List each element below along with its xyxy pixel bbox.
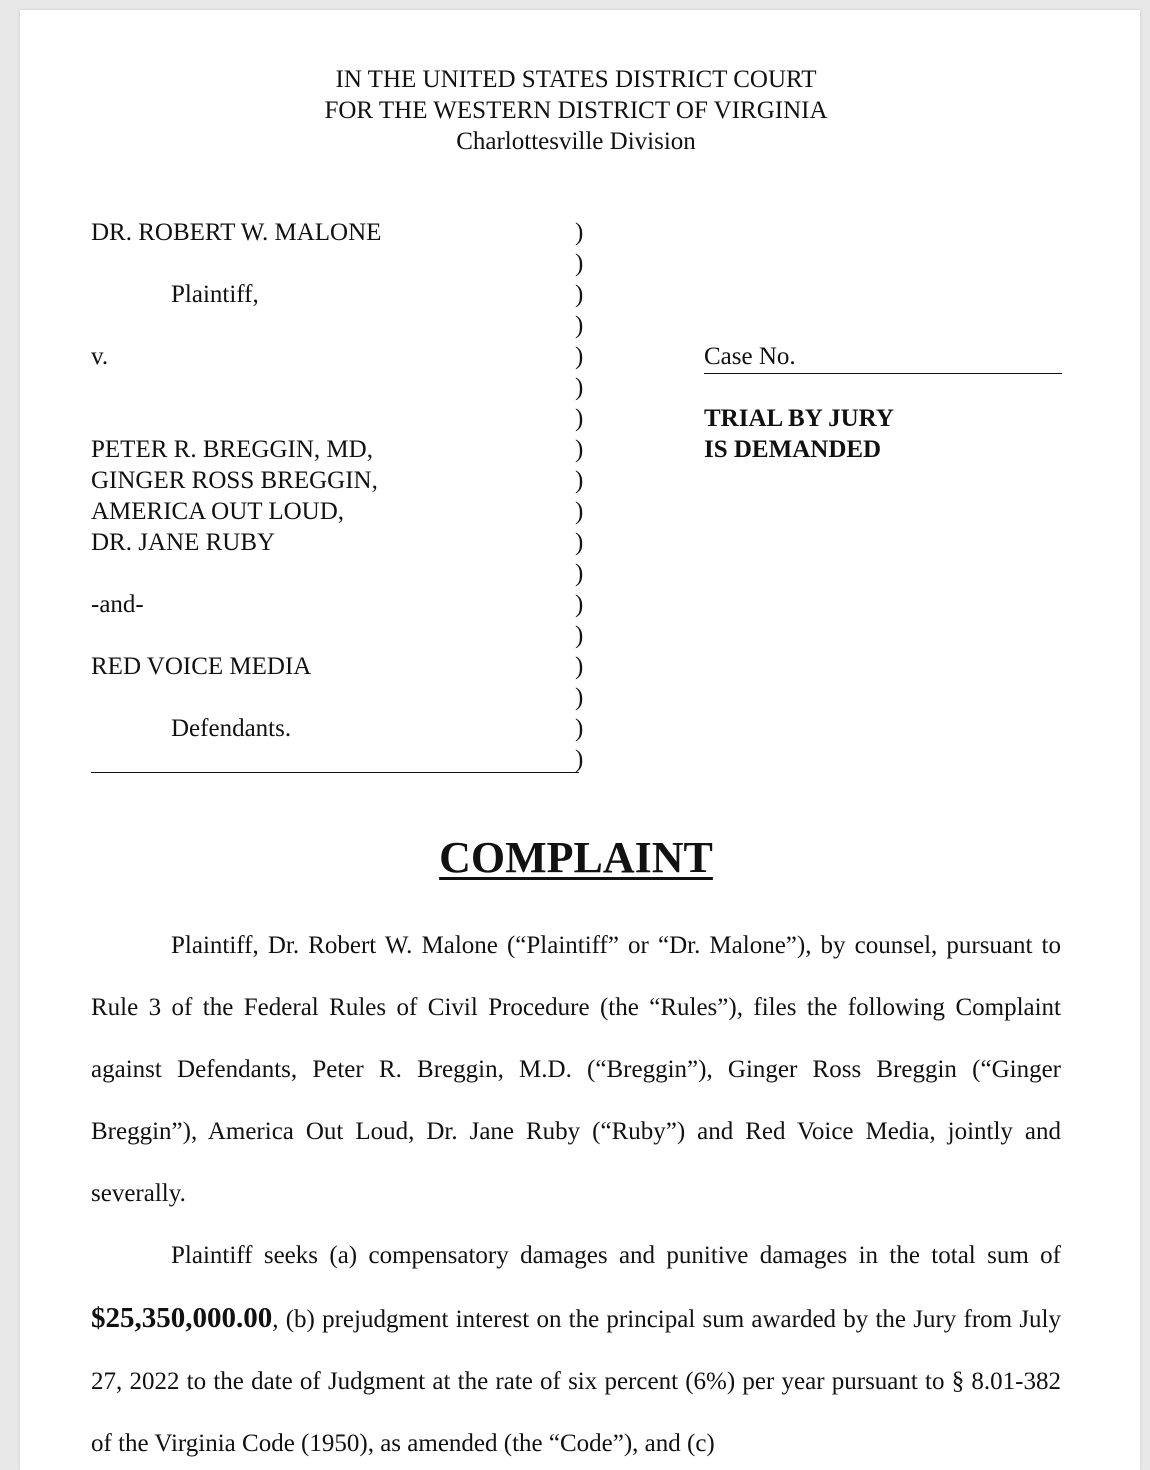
caption-paren: ) [575, 746, 584, 773]
paragraph: Plaintiff seeks (a) compensatory damages and punitive damages in the total sum of $25,350,000.00, (b) prejudgment interest on the principal sum awarded by the Jury from July 27, 2022 to the date of Judgment at the rate of six percent (6%) per year pursuant to § 8.01-382 of the Virginia Code (1950), as amended (the “Code”), and (c) [91, 1242, 1061, 1457]
caption-paren: ) [575, 250, 584, 277]
jury-demand-line2: IS DEMANDED [704, 436, 882, 463]
case-number-field [704, 341, 1062, 374]
caption-paren: ) [575, 529, 584, 556]
plaintiff-label: Plaintiff, [171, 281, 259, 308]
defendant-name: AMERICA OUT LOUD, [91, 498, 345, 525]
court-header [20, 64, 1132, 157]
and-label: -and- [91, 591, 144, 618]
caption-parentheses [575, 217, 583, 775]
defendant-name: GINGER ROSS BREGGIN, [91, 467, 378, 494]
document-page [20, 10, 1140, 1470]
caption-paren: ) [575, 467, 584, 494]
case-caption [91, 217, 381, 744]
caption-paren: ) [575, 560, 584, 587]
caption-paren: ) [575, 374, 584, 401]
case-number-label: Case No. [704, 343, 796, 370]
jury-demand [704, 403, 894, 465]
caption-paren: ) [575, 653, 584, 680]
caption-paren: ) [575, 219, 584, 246]
versus-label: v. [91, 343, 109, 370]
caption-paren: ) [575, 684, 584, 711]
caption-paren: ) [575, 312, 584, 339]
caption-paren: ) [575, 622, 584, 649]
caption-paren: ) [575, 715, 584, 742]
caption-paren: ) [575, 498, 584, 525]
document-title: COMPLAINT [439, 833, 713, 882]
defendant-name: DR. JANE RUBY [91, 529, 276, 556]
jury-demand-line1: TRIAL BY JURY [704, 405, 894, 432]
caption-paren: ) [575, 405, 584, 432]
caption-rule [91, 772, 579, 773]
court-name-line2: FOR THE WESTERN DISTRICT OF VIRGINIA [324, 97, 828, 124]
complaint-body [91, 915, 1061, 1470]
caption-paren: ) [575, 436, 584, 463]
damages-amount: $25,350,000.00 [91, 1302, 273, 1334]
caption-paren: ) [575, 343, 584, 370]
caption-paren: ) [575, 281, 584, 308]
defendant-name: PETER R. BREGGIN, MD, [91, 436, 373, 463]
caption-paren: ) [575, 591, 584, 618]
plaintiff-name: DR. ROBERT W. MALONE [91, 219, 382, 246]
defendant-name: RED VOICE MEDIA [91, 653, 312, 680]
court-division: Charlottesville Division [456, 128, 696, 155]
paragraph: Plaintiff, Dr. Robert W. Malone (“Plaintiff” or “Dr. Malone”), by counsel, pursuant to Rule 3 of the Federal Rules of Civil Procedure (the “Rules”), files the following Complaint against Defendants, Peter R. Breggin, M.D. (“Breggin”), Ginger Ross Breggin (“Ginger Breggin”), America Out Loud, Dr. Jane Ruby (“Ruby”) and Red Voice Media, jointly and severally. [91, 932, 1061, 1207]
defendants-label: Defendants. [171, 715, 292, 742]
court-name-line1: IN THE UNITED STATES DISTRICT COURT [335, 66, 817, 93]
